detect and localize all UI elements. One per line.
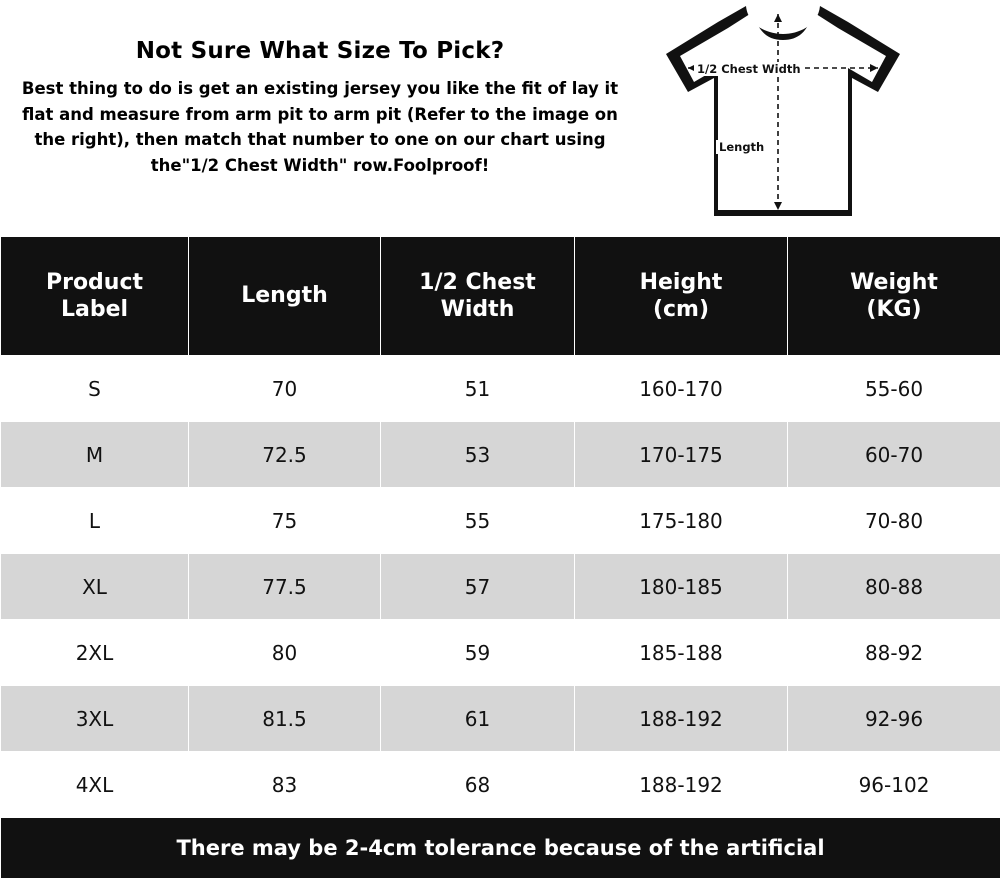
cell-weight: 55-60 — [788, 356, 1000, 422]
cell-product-label: M — [1, 422, 189, 488]
cell-height: 175-180 — [575, 488, 788, 554]
table-row — [1, 488, 1000, 554]
cell-length: 75 — [189, 488, 381, 554]
tshirt-icon — [658, 0, 908, 230]
table-footer — [1, 818, 1000, 879]
table-row — [1, 752, 1000, 818]
column-header-product-label — [1, 237, 189, 356]
cell-length: 83 — [189, 752, 381, 818]
header-line: Label — [5, 296, 184, 324]
column-header-half-chest-width — [381, 237, 575, 356]
column-header-height — [575, 237, 788, 356]
column-header-length — [189, 237, 381, 356]
cell-height: 188-192 — [575, 686, 788, 752]
cell-weight: 92-96 — [788, 686, 1000, 752]
header-line: (KG) — [792, 296, 996, 324]
cell-weight: 70-80 — [788, 488, 1000, 554]
header-line: Weight — [792, 269, 996, 297]
cell-weight: 60-70 — [788, 422, 1000, 488]
intro-body: Best thing to do is get an existing jersey you like the fit of lay it flat and measure from arm pit to arm pit (Refer to the image on the right), then match that number to one on our chart using the"1/2 Chest Width" row.Foolproof! — [0, 76, 640, 178]
cell-product-label: S — [1, 356, 189, 422]
intro-text-block — [0, 0, 640, 178]
cell-product-label: XL — [1, 554, 189, 620]
header-line: 1/2 Chest Width — [385, 269, 570, 324]
cell-half-chest-width: 68 — [381, 752, 575, 818]
table-body — [1, 356, 1000, 818]
table-header — [1, 237, 1000, 356]
tolerance-note: There may be 2-4cm tolerance because of the artificial — [1, 818, 1000, 879]
page-title: Not Sure What Size To Pick? — [0, 38, 640, 64]
table-row — [1, 620, 1000, 686]
cell-half-chest-width: 53 — [381, 422, 575, 488]
tshirt-diagram — [658, 0, 908, 230]
cell-height: 188-192 — [575, 752, 788, 818]
header-line: Length — [193, 282, 376, 310]
size-chart-table — [0, 236, 1000, 879]
cell-length: 80 — [189, 620, 381, 686]
column-header-weight — [788, 237, 1000, 356]
cell-product-label: 3XL — [1, 686, 189, 752]
cell-height: 185-188 — [575, 620, 788, 686]
cell-weight: 88-92 — [788, 620, 1000, 686]
cell-weight: 96-102 — [788, 752, 1000, 818]
cell-weight: 80-88 — [788, 554, 1000, 620]
cell-half-chest-width: 51 — [381, 356, 575, 422]
cell-half-chest-width: 59 — [381, 620, 575, 686]
cell-length: 72.5 — [189, 422, 381, 488]
table-row — [1, 422, 1000, 488]
table-row — [1, 554, 1000, 620]
table-header-row — [1, 237, 1000, 356]
cell-height: 170-175 — [575, 422, 788, 488]
chest-width-label: 1/2 Chest Width — [694, 62, 804, 76]
length-label: Length — [716, 140, 767, 154]
cell-half-chest-width: 61 — [381, 686, 575, 752]
cell-length: 70 — [189, 356, 381, 422]
cell-length: 77.5 — [189, 554, 381, 620]
cell-half-chest-width: 55 — [381, 488, 575, 554]
table-row — [1, 686, 1000, 752]
table-footer-row — [1, 818, 1000, 879]
header-line: Product — [5, 269, 184, 297]
cell-height: 180-185 — [575, 554, 788, 620]
header-line: (cm) — [579, 296, 783, 324]
cell-half-chest-width: 57 — [381, 554, 575, 620]
intro-section — [0, 0, 1000, 236]
cell-product-label: 2XL — [1, 620, 189, 686]
header-line: Height — [579, 269, 783, 297]
cell-length: 81.5 — [189, 686, 381, 752]
cell-product-label: L — [1, 488, 189, 554]
cell-height: 160-170 — [575, 356, 788, 422]
table-row — [1, 356, 1000, 422]
cell-product-label: 4XL — [1, 752, 189, 818]
